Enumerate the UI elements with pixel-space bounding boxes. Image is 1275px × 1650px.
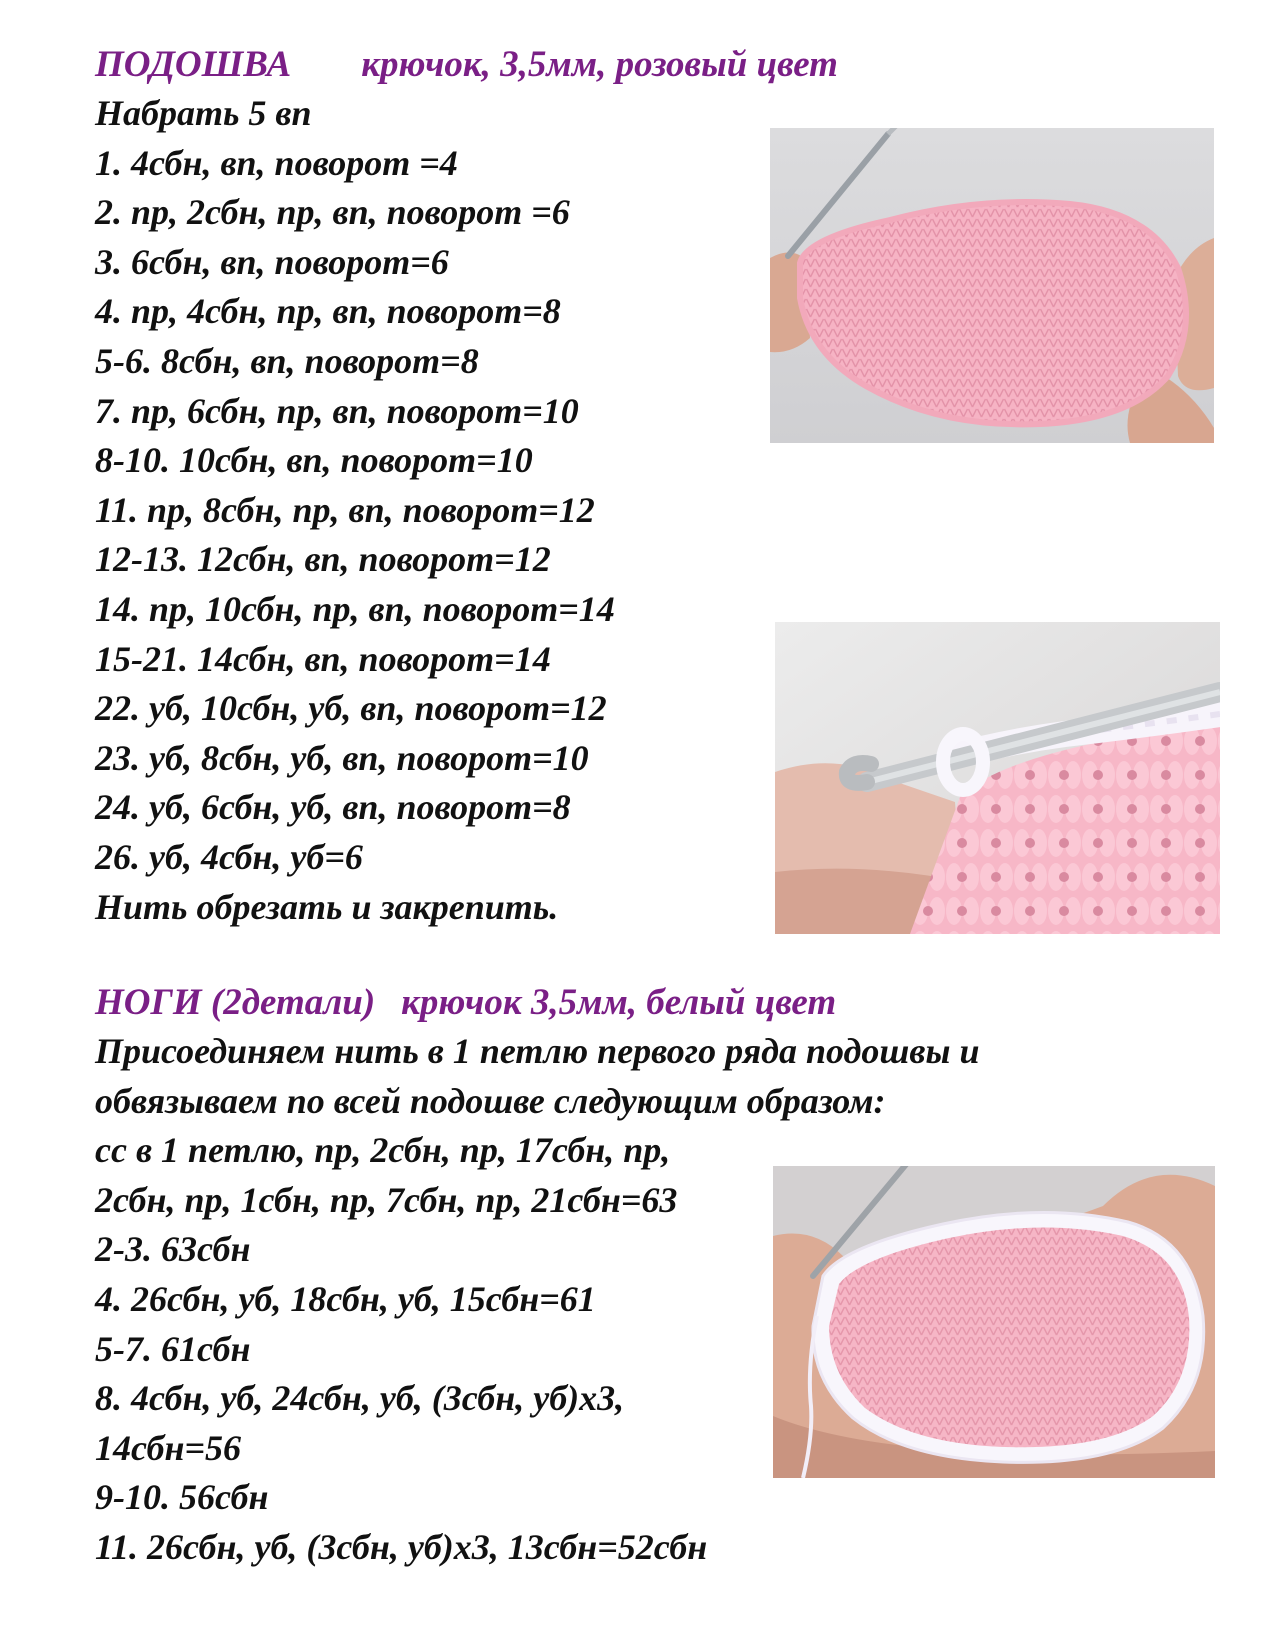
sole-line: 11. пр, 8сбн, пр, вп, поворот=12 [95, 489, 595, 530]
legs-line: сс в 1 петлю, пр, 2сбн, пр, 17сбн, пр, [95, 1130, 671, 1171]
sole-line: 4. пр, 4сбн, пр, вп, поворот=8 [95, 291, 561, 332]
sole-line: 2. пр, 2сбн, пр, вп, поворот =6 [95, 192, 570, 233]
legs-line: 14сбн=56 [95, 1427, 241, 1468]
photo-hook-closeup [775, 622, 1220, 934]
legs-line: 4. 26сбн, уб, 18сбн, уб, 15сбн=61 [95, 1278, 596, 1319]
sole-line: 14. пр, 10сбн, пр, вп, поворот=14 [95, 588, 615, 629]
legs-line: 5-7. 61сбн [95, 1328, 251, 1369]
legs-heading [95, 978, 979, 1027]
sole-line: 1. 4сбн, вп, поворот =4 [95, 142, 458, 183]
sole-line: 3. 6сбн, вп, поворот=6 [95, 241, 449, 282]
legs-line: обвязываем по всей подошве следующим образом: [95, 1080, 886, 1121]
sole-line: 24. уб, 6сбн, уб, вп, поворот=8 [95, 787, 571, 828]
sole-line: 5-6. 8сбн, вп, поворот=8 [95, 340, 479, 381]
photo-sole-white-border [773, 1166, 1215, 1478]
sole-line: Набрать 5 вп [95, 93, 312, 133]
legs-subtitle: крючок 3,5мм, белый цвет [401, 982, 837, 1023]
sole-instructions [95, 89, 838, 932]
sole-line: 15-21. 14сбн, вп, поворот=14 [95, 638, 551, 679]
sole-section [95, 40, 838, 932]
sole-title: ПОДОШВА [95, 44, 292, 85]
legs-line: 9-10. 56сбн [95, 1477, 269, 1518]
sole-line: 8-10. 10сбн, вп, поворот=10 [95, 440, 533, 481]
legs-line: 11. 26сбн, уб, (3сбн, уб)х3, 13сбн=52сбн [95, 1526, 708, 1567]
photo-pink-sole [770, 128, 1214, 443]
sole-heading [95, 40, 838, 89]
sole-line: 12-13. 12сбн, вп, поворот=12 [95, 539, 551, 580]
legs-line: Присоединяем нить в 1 петлю первого ряда подошвы и [95, 1031, 980, 1071]
sole-line: 26. уб, 4сбн, уб=6 [95, 836, 363, 877]
sole-line: Нить обрезать и закрепить. [95, 886, 559, 927]
sole-line: 7. пр, 6сбн, пр, вп, поворот=10 [95, 390, 579, 431]
legs-line: 2-3. 63сбн [95, 1229, 251, 1270]
sole-line: 22. уб, 10сбн, уб, вп, поворот=12 [95, 688, 607, 729]
sole-line: 23. уб, 8сбн, уб, вп, поворот=10 [95, 737, 589, 778]
sole-subtitle: крючок, 3,5мм, розовый цвет [361, 44, 838, 85]
legs-line: 8. 4сбн, уб, 24сбн, уб, (3сбн, уб)х3, [95, 1378, 625, 1419]
legs-line: 2сбн, пр, 1сбн, пр, 7сбн, пр, 21сбн=63 [95, 1179, 678, 1220]
legs-title: НОГИ (2детали) [95, 982, 376, 1023]
